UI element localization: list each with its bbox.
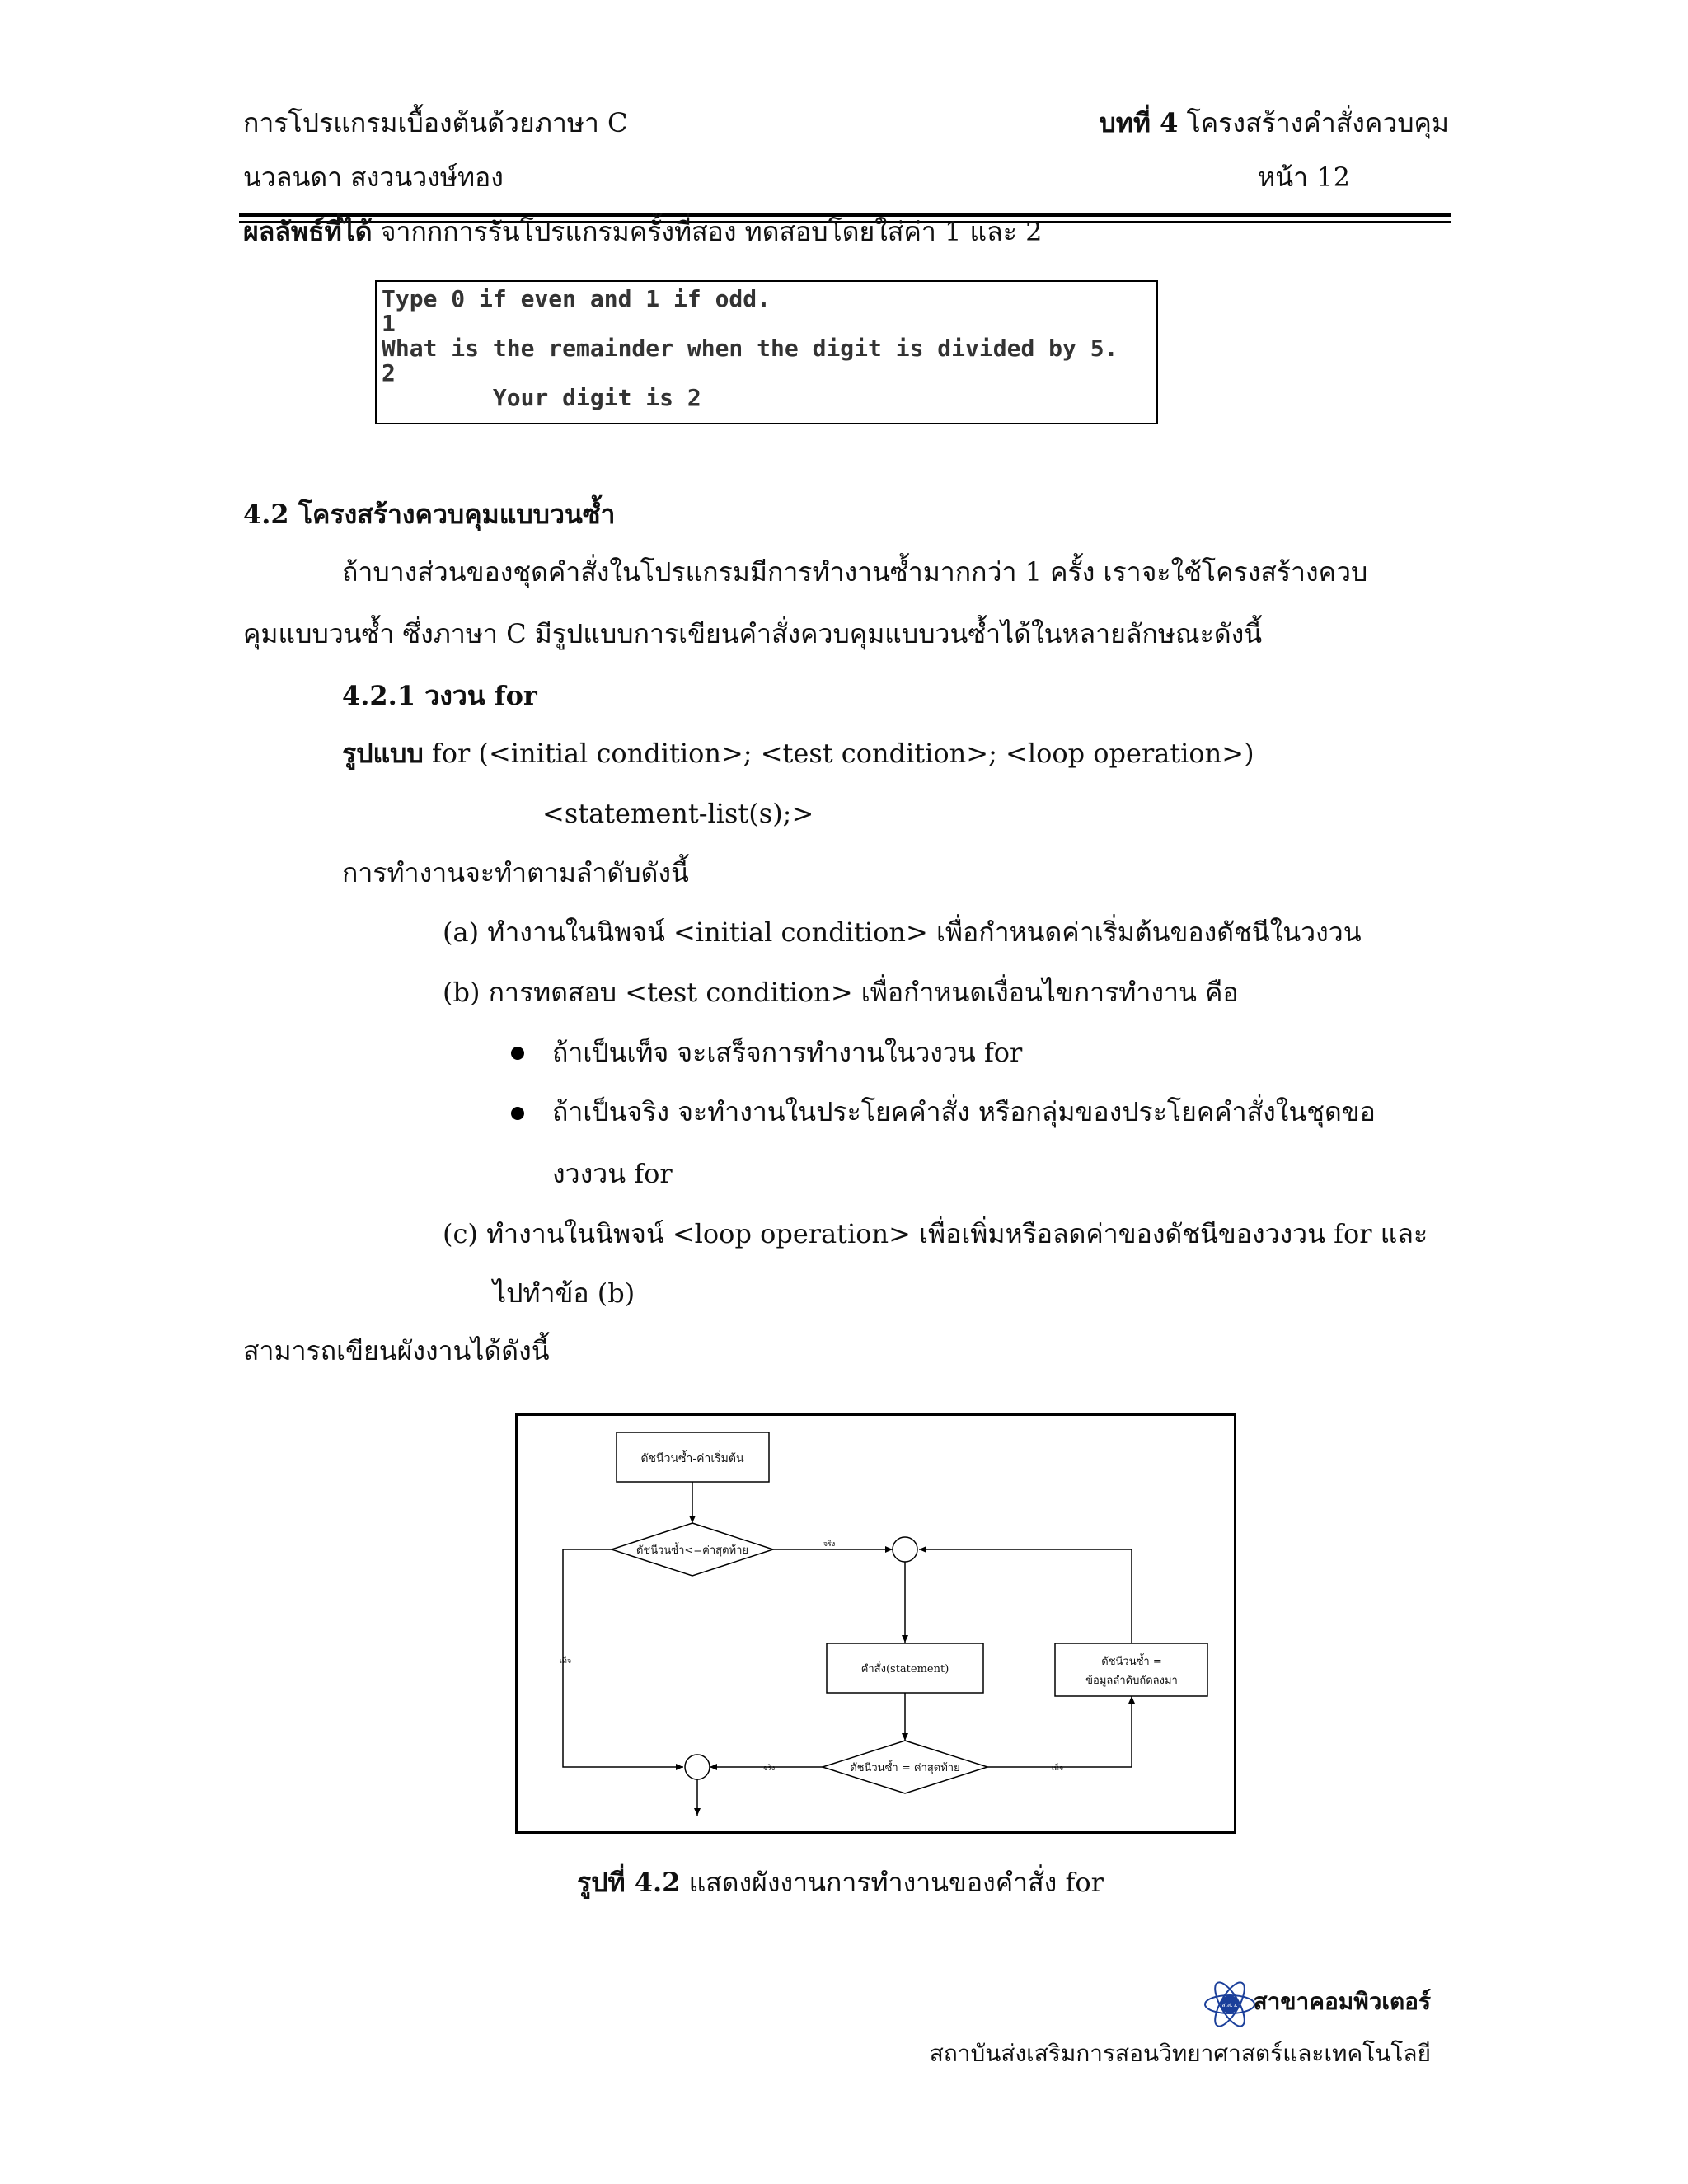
console-line: Type 0 if even and 1 if odd.: [382, 285, 771, 312]
bullet-marker: [511, 1047, 524, 1060]
syntax-line: [342, 738, 1254, 769]
step-c-line-2: ไปทำข้อ (b): [493, 1277, 635, 1309]
console-line: Your digit is 2: [382, 384, 701, 411]
decision-2-label: ดัชนีวนซ้ำ = ค่าสุดท้าย: [850, 1762, 960, 1774]
figure-caption-text: แสดงผังงานการทำงานของคำสั่ง for: [680, 1867, 1104, 1898]
result-text: จากกการรันโปรแกรมครั้งที่สอง ทดสอบโดยใส่ค่า 1 และ 2: [372, 216, 1043, 247]
institute-name: สถาบันส่งเสริมการสอนวิทยาศาสตร์และเทคโนโลยี: [929, 2040, 1431, 2067]
flowchart-frame: [515, 1413, 1236, 1834]
step-c-line-1: (c) ทำงานในนิพจน์ <loop operation> เพื่อเพิ่มหรือลดค่าของดัชนีของวงวน for และ: [443, 1218, 1428, 1249]
console-line: What is the remainder when the digit is divided by 5.: [382, 335, 1118, 362]
update-box: [1055, 1643, 1207, 1696]
syntax-body: <statement-list(s);>: [542, 798, 814, 829]
figure-caption: [577, 1867, 1104, 1898]
chapter-heading: [1099, 107, 1449, 138]
order-intro: การทำงานจะทำตามลำดับดังนี้: [342, 857, 689, 888]
bullet-true-line-1: ถ้าเป็นจริง จะทำงานในประโยคคำสั่ง หรือกลุ่มของประโยคคำสั่งในชุดขอ: [552, 1096, 1376, 1127]
paragraph-line-1: ถ้าบางส่วนของชุดคำสั่งในโปรแกรมมีการทำงานซ้ำมากกว่า 1 ครั้ง เราจะใช้โครงสร้างควบ: [342, 556, 1368, 588]
course-title: การโปรแกรมเบื้องต้นด้วยภาษา C: [243, 107, 628, 138]
result-line: [243, 216, 1042, 247]
console-output: [375, 280, 1158, 424]
flowchart: [518, 1416, 1234, 1831]
paragraph-line-2: คุมแบบวนซ้ำ ซึ่งภาษา C มีรูปแบบการเขียนคำสั่งควบคุมแบบวนซ้ำได้ในหลายลักษณะดังนี้: [243, 618, 1263, 649]
step-b: (b) การทดสอบ <test condition> เพื่อกำหนดเงื่อนไขการทำงาน คือ: [443, 977, 1239, 1008]
true-label-1: จริง: [823, 1540, 836, 1549]
bullet-true-line-2: งวงวน for: [552, 1158, 673, 1189]
console-line: 2: [382, 359, 396, 387]
department-name: สาขาคอมพิวเตอร์: [1253, 1988, 1431, 2015]
syntax-text: for (<initial condition>; <test condition>; <loop operation>): [423, 738, 1254, 769]
update-box-label-1: ดัชนีวนซ้ำ =: [1101, 1656, 1162, 1668]
page-number: หน้า 12: [1258, 162, 1350, 193]
statement-box-label: คำสั่ง(statement): [860, 1663, 950, 1675]
figure-caption-label: รูปที่ 4.2: [577, 1867, 681, 1898]
section-heading: 4.2 โครงสร้างควบคุมแบบวนซ้ำ: [243, 499, 616, 530]
connector-top: [893, 1537, 917, 1562]
author-name: นวลนดา สงวนวงษ์ทอง: [243, 162, 504, 193]
step-a: (a) ทำงานในนิพจน์ <initial condition> เพื่อกำหนดค่าเริ่มต้นของดัชนีในวงวน: [443, 916, 1362, 948]
init-box-label: ดัชนีวนซ้ำ-ค่าเริ่มต้น: [640, 1452, 744, 1465]
institute-logo: [1202, 1976, 1258, 2032]
bullet-marker: [511, 1107, 524, 1120]
true-label-2: จริง: [762, 1765, 776, 1773]
connector-bottom: [685, 1755, 710, 1779]
flowchart-intro: สามารถเขียนผังงานได้ดังนี้: [243, 1335, 550, 1366]
subsection-heading: 4.2.1 วงวน for: [342, 680, 537, 711]
chapter-label: บทที่ 4: [1099, 107, 1179, 138]
chapter-title: โครงสร้างคำสั่งควบคุม: [1186, 107, 1449, 138]
syntax-label: รูปแบบ: [342, 738, 424, 769]
result-label: ผลลัพธ์ที่ได้: [243, 216, 373, 247]
decision-1-label: ดัชนีวนซ้ำ<=ค่าสุดท้าย: [635, 1544, 749, 1557]
false-label-1: เท็จ: [559, 1657, 572, 1666]
false-label-2: เท็จ: [1051, 1765, 1064, 1773]
logo-lettering: ส.ส.ว.: [1221, 2002, 1238, 2008]
bullet-false: ถ้าเป็นเท็จ จะเสร็จการทำงานในวงวน for: [552, 1037, 1023, 1068]
console-line: 1: [382, 310, 396, 337]
update-box-label-2: ข้อมูลลำดับถัดลงมา: [1085, 1675, 1178, 1687]
